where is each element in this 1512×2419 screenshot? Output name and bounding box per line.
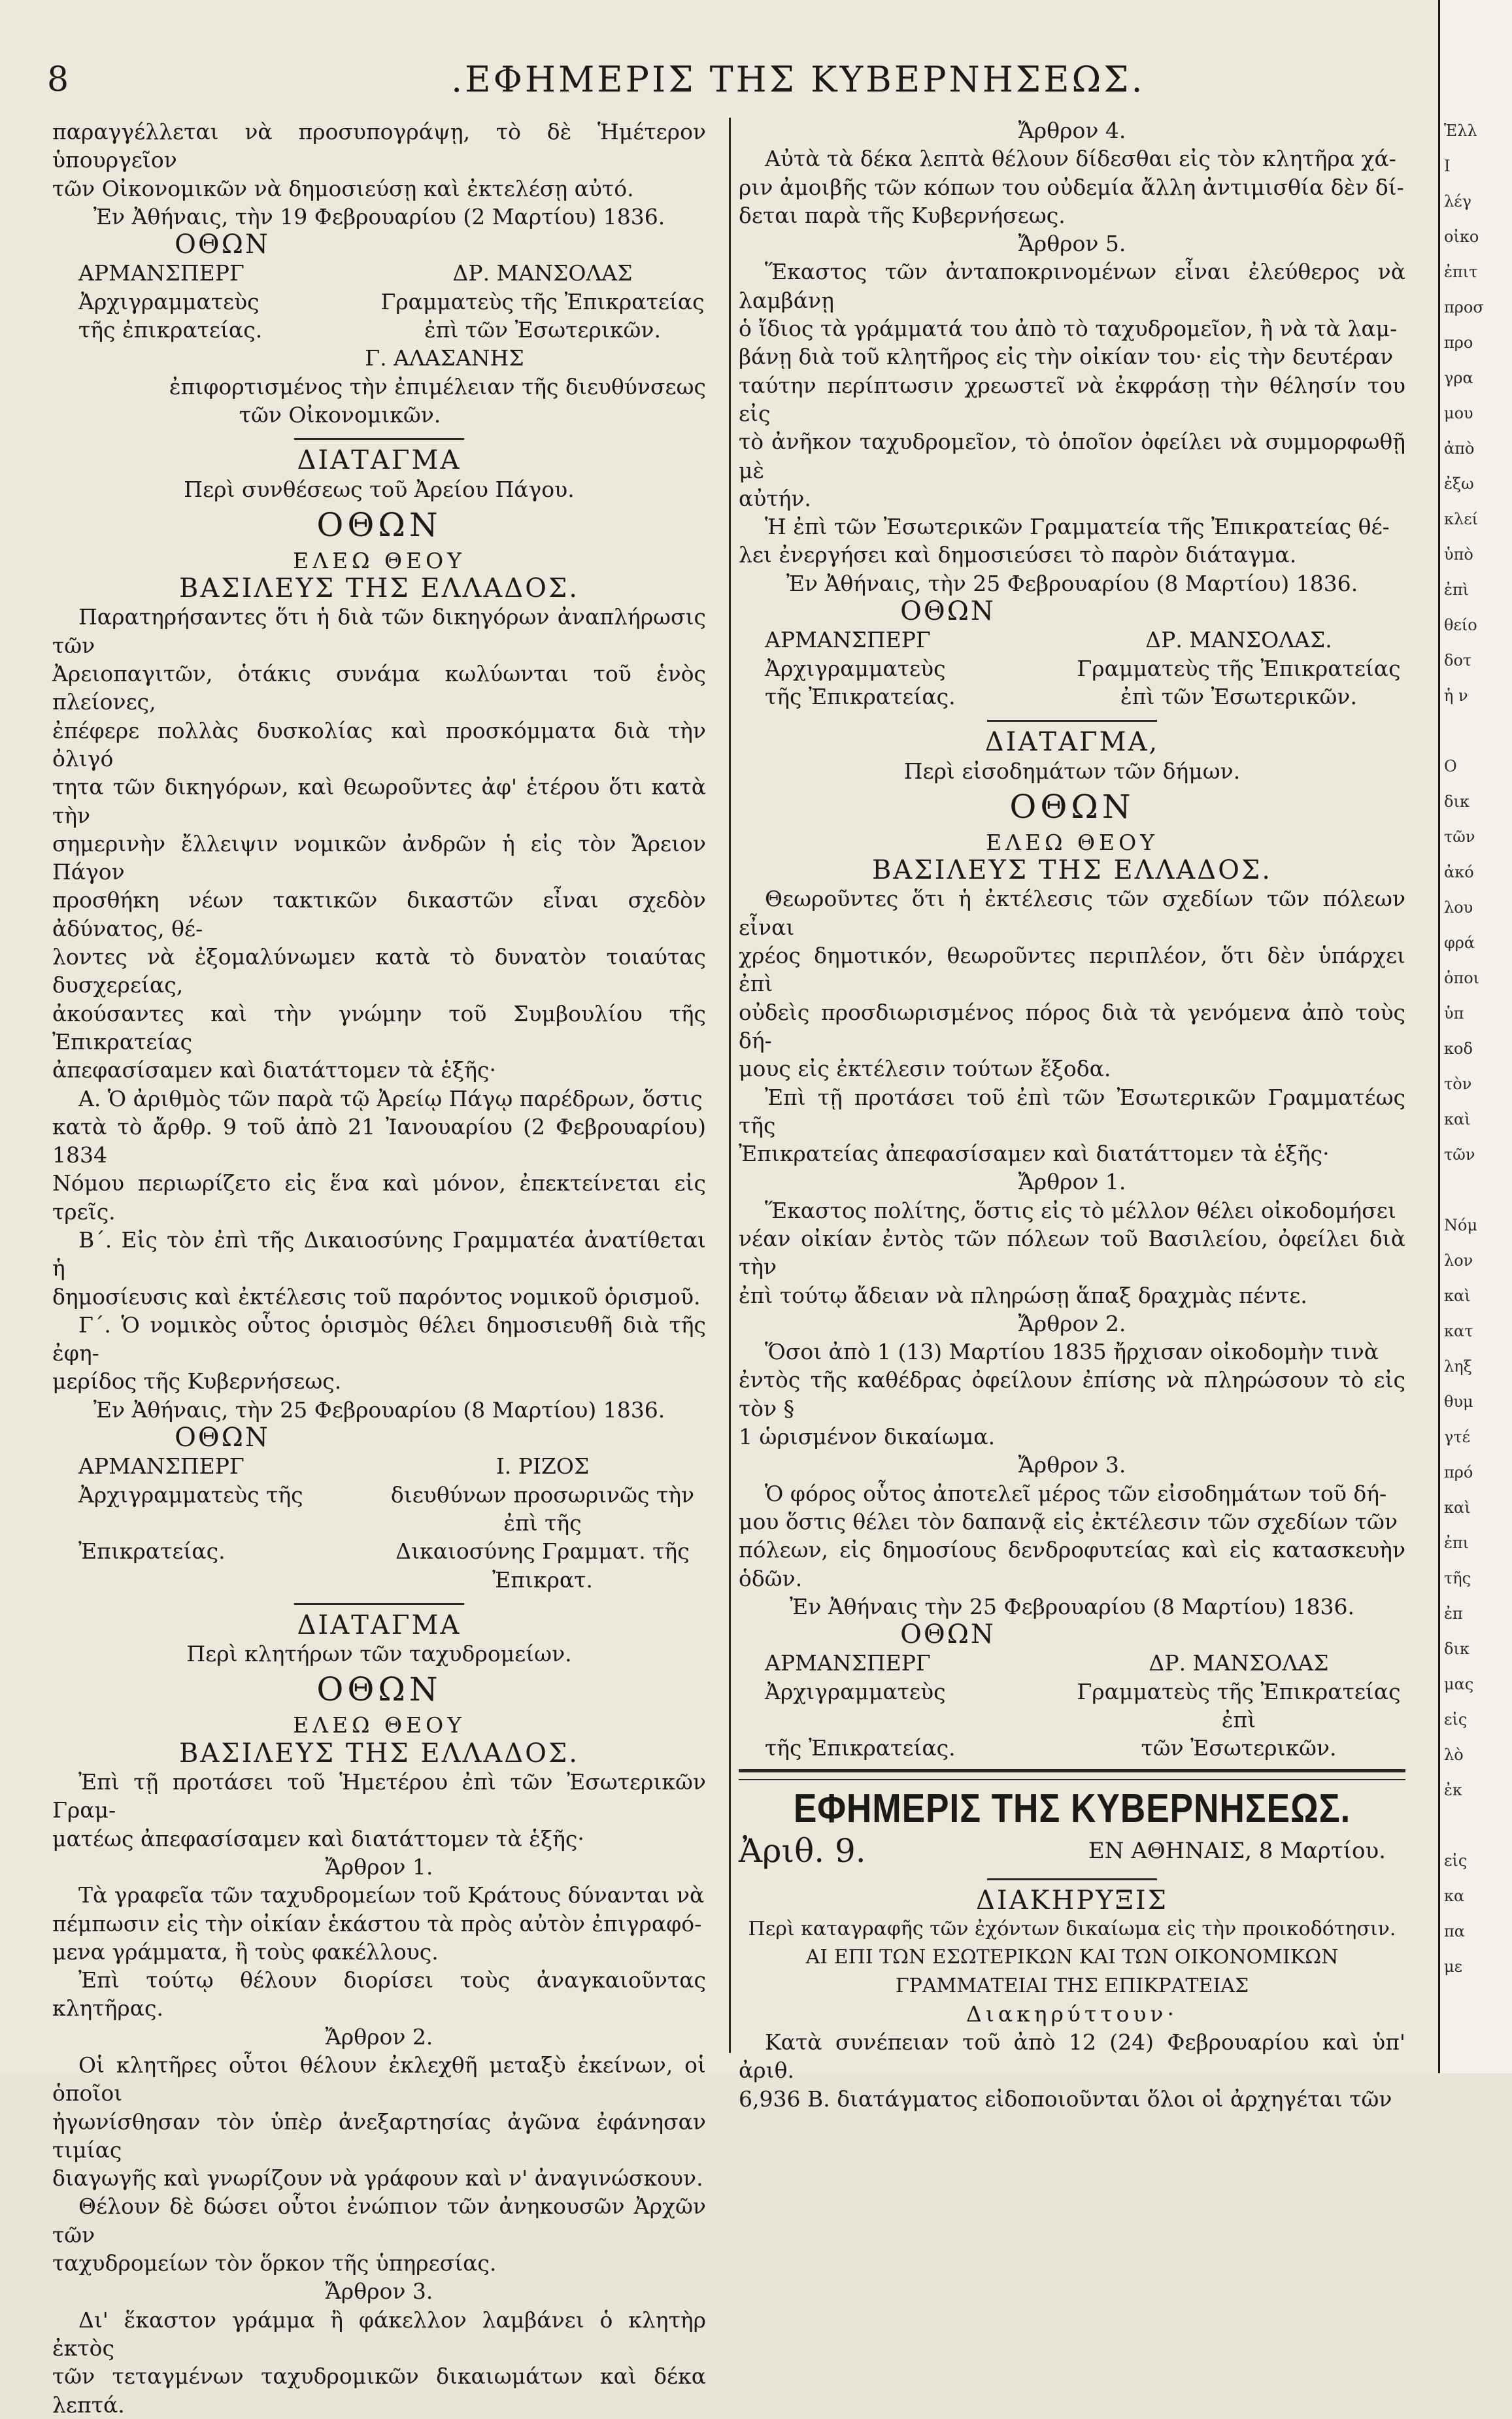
edge-fragment: τῶν [1444,1145,1475,1164]
signatory-title: διευθύνων προσωρινῶς τὴν ἐπὶ τῆς [390,1481,695,1536]
signatory-title: τῶν Οἰκονομικῶν. [239,401,441,428]
page-number: 8 [47,60,69,99]
edge-fragment: Ἑλλ [1444,122,1477,140]
section-rule [987,720,1157,722]
edge-fragment: γτέ [1444,1428,1471,1446]
text-line: αὐτήν. [739,485,811,511]
signatory-title: ἐπὶ τῶν Ἐσωτερικῶν. [1120,683,1357,709]
edge-fragment: ἐξω [1444,475,1474,493]
signatory-title: τῶν Ἐσωτερικῶν. [1141,1735,1337,1761]
edge-fragment: πρό [1444,1463,1473,1481]
edge-fragment: μας [1444,1675,1474,1693]
right-column [739,116,1405,2113]
signatory-title: Ἐπικρατείας. [78,1538,226,1565]
king-title: ΒΑΣΙΛΕΥΣ ΤΗΣ ΕΛΛΑΔΟΣ. [179,573,579,604]
text-line: πέμπωσιν εἰς τὴν οἰκίαν ἑκάστου τὰ πρὸς αὐτὸν ἐπιγραφό- [52,1910,702,1937]
decree-body [52,603,706,1395]
edge-fragment: δικ [1444,1640,1470,1658]
edge-fragment: οἰκο [1444,228,1479,246]
edge-fragment: ἡ ν [1444,686,1468,705]
king-title: ΒΑΣΙΛΕΥΣ ΤΗΣ ΕΛΛΑΔΟΣ. [872,855,1272,886]
edge-fragment: λου [1444,898,1473,917]
edge-fragment: ὁποι [1444,969,1480,987]
edge-fragment: εἰς [1444,1710,1468,1729]
proclamation-verb: Διακηρύττουν· [966,2001,1178,2027]
section-rule [294,1603,464,1605]
proclamation-issuer: ΑΙ ΕΠΙ ΤΩΝ ΕΣΩΤΕΡΙΚΩΝ ΚΑΙ ΤΩΝ ΟΙΚΟΝΟΜΙΚΩΝ [805,1946,1339,1969]
text-line: Ἀρειοπαγιτῶν, ὁτάκις συνάμα κωλύωνται τοῦ ἑνὸς πλείονες, [52,661,706,715]
edge-fragment: δοτ [1444,651,1472,669]
text-line: Τὰ γραφεῖα τῶν ταχυδρομείων τοῦ Κράτους δύνανται νὰ [78,1882,705,1908]
signatory-title: τῆς ἐπικρατείας. [78,317,263,343]
edge-fragment: τὸν [1444,1075,1472,1093]
edge-fragment: ληξ [1444,1357,1472,1376]
text-line: μου ὅστις θέλει τὸν δαπανᾷ εἰς ἐκτέλεσιν τῶν σχεδίων τῶν [739,1508,1398,1534]
signatory-name: ΑΡΜΑΝΣΠΕΡΓ [765,1650,931,1676]
proclamation-heading: ΔΙΑΚΗΡΥΞΙΣ [976,1885,1168,1916]
edge-fragment: πα [1444,1922,1465,1940]
date-line: Ἐν Ἀθήναις, τὴν 25 Φεβρουαρίου (8 Μαρτίου) 1836. [93,1396,665,1423]
signatory-title: τῆς Ἐπικρατείας. [765,683,956,709]
signatory-name: ΔΡ. ΜΑΝΣΟΛΑΣ [452,260,633,286]
text-line: Κατὰ συνέπειαν τοῦ ἀπὸ 12 (24) Φεβρουαρίου καὶ ὑπ' ἀριθ. [739,2029,1405,2084]
proclamation-subject: Περὶ καταγραφῆς τῶν ἐχόντων δικαίωμα εἰς τὴν προικοδότησιν. [748,1917,1396,1940]
text-line: τητα τῶν δικηγόρων, καὶ θεωροῦντες ἀφ' ἑτέρου ὅτι κατὰ τὴν [52,774,706,828]
signatory-title: Γραμματεὺς τῆς Ἐπικρατείας [1077,655,1401,681]
signatory-name: ΑΡΜΑΝΣΠΕΡΓ [78,260,244,286]
edge-fragment: κα [1444,1887,1465,1905]
othon-signature: ΟΘΩΝ [900,596,996,627]
newspaper-title: ΕΦΗΜΕΡΙΣ ΤΗΣ ΚΥΒΕΡΝΗΣΕΩΣ. [793,1785,1351,1831]
signatory-title: Δικαιοσύνης Γραμματ. τῆς Ἐπικρατ. [395,1538,690,1593]
edge-fragment: γρα [1444,369,1473,387]
edge-fragment: καὶ [1444,1110,1471,1128]
text-line: ἠγωνίσθησαν τὸν ὑπὲρ ἀνεξαρτησίας ἀγῶνα ἐφάνησαν τιμίας [52,2108,706,2163]
edge-fragment: μου [1444,404,1473,422]
article-label: Ἄρθρον 1. [1018,1169,1126,1195]
edge-fragment: ἀπὸ [1444,439,1475,458]
issue-date: ΕΝ ΑΘΗΝΑΙΣ, 8 Μαρτίου. [1088,1837,1386,1864]
text-line: ταχυδρομείων τὸν ὅρκον τῆς ὑπηρεσίας. [52,2250,497,2276]
edge-fragment: ὑπὸ [1444,545,1473,564]
edge-fragment: προσ [1444,298,1484,316]
signatory-title: Ἀρχιγραμματεὺς τῆς [78,1481,303,1508]
text-line: οὐδεὶς προσδιωρισμένος πόρος διὰ τὰ γενόμενα ἀπὸ τοὺς δή- [739,999,1405,1053]
text-line: Ὅσοι ἀπὸ 1 (13) Μαρτίου 1835 ἤρχισαν οἰκοδομὴν τινὰ [765,1339,1379,1365]
article-label: Ἄρθρον 1. [325,1853,433,1880]
signatory-name: Γ. ΑΛΑΣΑΝΗΣ [365,345,524,371]
article-label: Ἄρθρον 2. [325,2023,433,2050]
signatory-title: Γραμματεὺς τῆς Ἐπικρατείας ἐπὶ [1077,1678,1401,1733]
king-title: ΒΑΣΙΛΕΥΣ ΤΗΣ ΕΛΛΑΔΟΣ. [179,1738,579,1768]
othon-signature: ΟΘΩΝ [900,1619,996,1650]
text-line: μερίδος τῆς Κυβερνήσεως. [52,1368,342,1395]
column-divider [729,118,731,2053]
text-line: Ἐπὶ τῇ προτάσει τοῦ Ἡμετέρου ἐπὶ τῶν Ἐσωτερικῶν Γραμ- [52,1769,706,1823]
decree-heading: ΔΙΑΤΑΓΜΑ [297,1610,462,1640]
signatory-title: Γραμματεὺς τῆς Ἐπικρατείας [380,288,705,314]
text-line: νέαν οἰκίαν ἐντὸς τῶν πόλεων τοῦ Βασιλείου, ὀφείλει διὰ τὴν [739,1225,1405,1280]
edge-fragment: Ο [1444,757,1457,775]
edge-fragment: λὸ [1444,1746,1464,1764]
signatories [739,1649,1405,1762]
text-line: Ἐπὶ τούτῳ θέλουν διορίσει τοὺς ἀναγκαιοῦντας κλητῆρας. [52,1967,706,2021]
text-line: Γ΄. Ὁ νομικὸς οὗτος ὁρισμὸς θέλει δημοσιευθῆ διὰ τῆς ἐφη- [52,1311,706,1366]
text-line: Α. Ὁ ἀριθμὸς τῶν παρὰ τῷ Ἀρείῳ Πάγῳ παρέδρων, ὅστις [78,1085,703,1111]
signatory-title: Ἀρχιγραμματεὺς [765,1678,946,1704]
signatories [52,259,706,344]
king-name: ΟΘΩΝ [316,1670,442,1709]
othon-signature: ΟΘΩΝ [175,1423,270,1453]
text-line: προσθήκη νέων τακτικῶν δικαστῶν εἶναι σχεδὸν ἀδύνατος, θέ- [52,887,706,941]
decree-heading: ΔΙΑΤΑΓΜΑ [297,445,462,476]
signatories [52,1452,706,1593]
text-line: σημερινὴν ἔλλειψιν νομικῶν ἀνδρῶν ἡ εἰς τὸν Ἄρειον Πάγον [52,830,706,885]
text-line: ἀπεφασίσαμεν καὶ διατάττομεν τὰ ἑξῆς· [52,1057,496,1083]
text-line: ἀκούσαντες καὶ τὴν γνώμην τοῦ Συμβουλίου τῆς Ἐπικρατείας [52,1000,706,1055]
text-line: Νόμου περιωρίζετο εἰς ἕνα καὶ μόνον, ἐπεκτείνεται εἰς τρεῖς. [52,1170,706,1225]
intro-line: παραγγέλλεται νὰ προσυπογράψῃ, τὸ δὲ Ἡμέτερον ὑπουργεῖον [52,119,706,173]
king-name: ΟΘΩΝ [1009,787,1135,826]
edge-fragment: ἐπιτ [1444,263,1478,281]
text-line: Δι' ἕκαστον γράμμα ἢ φάκελλον λαμβάνει ὁ κλητὴρ ἐκτὸς [52,2307,706,2361]
edge-fragment: λέγ [1444,192,1471,211]
king-name: ΟΘΩΝ [316,505,442,544]
edge-fragment: τῆς [1444,1569,1471,1587]
text-line: Ἐπὶ τῇ προτάσει τοῦ ἐπὶ τῶν Ἐσωτερικῶν Γραμματέως τῆς [739,1084,1405,1138]
text-line: 6,936 Β. διατάγματος εἰδοποιοῦνται ὅλοι οἱ ἀρχηγέται τῶν [739,2086,1392,2112]
signatory-title: ἐπιφορτισμένος τὴν ἐπιμέλειαν τῆς διευθύνσεως [169,373,706,399]
edge-fragment: ἐπ [1444,1604,1463,1623]
text-line: τὸ ἀνῆκον ταχυδρομεῖον, τὸ ὁποῖον ὀφείλει νὰ συμμορφωθῇ μὲ [739,429,1405,483]
edge-fragment: προ [1444,333,1473,352]
masthead: .ΕΦΗΜΕΡΙΣ ΤΗΣ ΚΥΒΕΡΝΗΣΕΩΣ. [451,59,1145,100]
edge-fragment: καὶ [1444,1498,1471,1517]
text-line: ἐντὸς τῆς καθέδρας ὀφείλουν ἐπίσης νὰ πληρώσουν τὸ εἰς τὸν § [739,1367,1405,1421]
proclamation-issuer: ΓΡΑΜΜΑΤΕΙΑΙ ΤΗΣ ΕΠΙΚΡΑΤΕΙΑΣ [895,1974,1249,1997]
edge-fragment: λον [1444,1251,1473,1270]
text-line: Ἡ ἐπὶ τῶν Ἐσωτερικῶν Γραμματεία τῆς Ἐπικρατείας θέ- [765,514,1390,540]
text-line: πόλεων, εἰς δημοσίους δενδροφυτείας καὶ εἰς κατασκευὴν ὁδῶν. [739,1537,1405,1591]
edge-fragment: φρά [1444,934,1475,952]
date-line: Ἐν Ἀθήναις, τὴν 19 Φεβρουαρίου (2 Μαρτίου) 1836. [93,203,665,229]
text-line: Οἱ κλητῆρες οὗτοι θέλουν ἐκλεχθῆ μεταξὺ ἐκείνων, οἱ ὁποῖοι [52,2052,706,2106]
text-line: κατὰ τὸ ἄρθρ. 9 τοῦ ἀπὸ 21 Ἰανουαρίου (2 Φεβρουαρίου) 1834 [52,1113,706,1168]
text-line: λοντες νὰ ἐξομαλύνωμεν κατὰ τὸ δυνατὸν τοιαύτας δυσχερείας, [52,944,706,998]
issue-number: Ἀριθ. 9. [739,1831,866,1870]
text-line: δημοσίευσις καὶ ἐκτέλεσις τοῦ παρόντος νομικοῦ ὁρισμοῦ. [52,1283,701,1310]
text-line: ματέως ἀπεφασίσαμεν καὶ διατάττομεν τὰ ἑξῆς· [52,1825,584,1852]
edge-fragment: καὶ [1444,1287,1471,1305]
text-line: ταύτην περίπτωσιν χρεωστεῖ νὰ ἐκφράσῃ τὴν θέλησίν του εἰς [739,372,1405,426]
text-line: Θέλουν δὲ δώσει οὗτοι ἐνώπιον τῶν ἀνηκουσῶν Ἀρχῶν τῶν [52,2193,706,2248]
text-line: ριν ἀμοιβῆς τῶν κόπων του οὐδεμία ἄλλη ἀντιμισθία δὲν δί- [739,174,1404,200]
text-line: Αὐτὰ τὰ δέκα λεπτὰ θέλουν δίδεσθαι εἰς τὸν κλητῆρα χά- [765,146,1396,172]
text-line: διαγωγῆς καὶ γνωρίζουν νὰ γράφουν καὶ ν' ἀναγινώσκουν. [52,2165,703,2191]
signatory-title: Ἀρχιγραμματεὺς [765,655,946,681]
text-line: λει ἐνεργήσει καὶ δημοσιεύσει τὸ παρὸν διάταγμα. [739,542,1297,568]
article-label: Ἄρθρον 3. [325,2278,433,2305]
left-column [52,118,706,2419]
article-label: Ἄρθρον 4. [1018,118,1126,143]
by-grace-of-god: ΕΛΕΩ ΘΕΟΥ [293,1712,465,1738]
text-line: τῶν τεταγμένων ταχυδρομικῶν δικαιωμάτων καὶ δέκα λεπτά. [52,2363,706,2418]
edge-fragment: τῶν [1444,828,1475,846]
text-line: ἐπὶ τούτῳ ἄδειαν νὰ πληρώσῃ ἅπαξ δραχμὰς πέντε. [739,1282,1307,1308]
text-line: Ὁ φόρος οὗτος ἀποτελεῖ μέρος τῶν εἰσοδημάτων τοῦ δή- [765,1480,1387,1506]
edge-fragment: δικ [1444,792,1470,811]
text-line: Ἕκαστος πολίτης, ὅστις εἰς τὸ μέλλον θέλει οἰκοδομήσει [765,1197,1396,1223]
edge-fragment: κοδ [1444,1040,1473,1058]
section-rule [294,438,464,440]
by-grace-of-god: ΕΛΕΩ ΘΕΟΥ [293,547,465,573]
signatory-title: τῆς Ἐπικρατείας. [765,1735,956,1761]
text-line: Ἕκαστος τῶν ἀνταποκρινομένων εἶναι ἐλεύθερος νὰ λαμβάνῃ [739,259,1405,313]
edge-fragment: Ι [1444,157,1451,175]
edge-fragment: ἀκό [1444,863,1474,881]
edge-fragment: ἐπι [1444,1534,1470,1552]
signatory-title: Ἀρχιγραμματεὺς [78,288,260,314]
signatory-title: ἐπὶ τῶν Ἐσωτερικῶν. [424,317,661,343]
text-line: Παρατηρήσαντες ὅτι ἡ διὰ τῶν δικηγόρων ἀναπλήρωσις τῶν [52,604,706,658]
edge-fragment: ἐκ [1444,1781,1462,1799]
decree-subject: Περὶ εἰσοδημάτων τῶν δήμων. [903,758,1241,784]
text-line: Β΄. Εἰς τὸν ἐπὶ τῆς Δικαιοσύνης Γραμματέα ἀνατίθεται ἡ [52,1226,706,1281]
text-line: ἐπέφερε πολλὰς δυσκολίας καὶ προσκόμματα διὰ τὴν ὀλιγό [52,717,706,771]
othon-signature: ΟΘΩΝ [175,229,270,260]
by-grace-of-god: ΕΛΕΩ ΘΕΟΥ [986,829,1158,855]
signatory-name: ΔΡ. ΜΑΝΣΟΛΑΣ. [1145,627,1332,653]
decree-subject: Περὶ συνθέσεως τοῦ Ἀρείου Πάγου. [184,476,575,502]
text-line: 1 ὡρισμένον δικαίωμα. [739,1424,996,1450]
text-line: βάνῃ διὰ τοῦ κλητῆρος εἰς τὴν οἰκίαν του· εἰς τὴν δευτέραν [739,344,1394,370]
edge-fragment: κατ [1444,1322,1473,1340]
article-label: Ἄρθρον 2. [1018,1310,1126,1336]
signatory-name: Ι. ΡΙΖΟΣ [496,1453,590,1480]
issue-header [739,1833,1405,1869]
signatories [739,626,1405,711]
article-label: Ἄρθρον 5. [1018,231,1126,257]
date-line: Ἐν Ἀθήναις τὴν 25 Φεβρουαρίου (8 Μαρτίου) 1836. [790,1593,1354,1619]
issue-divider [739,1769,1405,1780]
edge-fragment: θείο [1444,616,1477,634]
decree-heading: ΔΙΑΤΑΓΜΑ, [984,727,1160,758]
signatory-name: ΔΡ. ΜΑΝΣΟΛΑΣ [1149,1650,1329,1676]
text-line: Θεωροῦντες ὅτι ἡ ἐκτέλεσις τῶν σχεδίων τῶν πόλεων εἶναι [739,886,1405,940]
edge-fragment: με [1444,1957,1463,1976]
text-line: μους εἰς ἐκτέλεσιν τούτων ἔξοδα. [739,1056,1111,1082]
text-line: Ἐπικρατείας ἀπεφασίσαμεν καὶ διατάττομεν τὰ ἑξῆς· [739,1141,1330,1167]
section-rule [987,1878,1157,1880]
edge-fragment: ὑπ [1444,1004,1464,1023]
text-line: μενα γράμματα, ἢ τοὺς φακέλλους. [52,1938,439,1965]
signatory-name: ΑΡΜΑΝΣΠΕΡΓ [78,1453,244,1480]
text-line: ὁ ἴδιος τὰ γράμματά του ἀπὸ τὸ ταχυδρομεῖον, ἢ νὰ τὰ λαμ- [739,316,1398,342]
text-line: δεται παρὰ τῆς Κυβερνήσεως. [739,202,1066,228]
edge-fragment: θυμ [1444,1393,1473,1411]
intro-line: τῶν Οἰκονομικῶν νὰ δημοσιεύσῃ καὶ ἐκτελέσῃ αὐτό. [52,175,634,201]
edge-fragment: κλεί [1444,510,1479,528]
adjacent-page-edge [1438,0,1512,2073]
edge-fragment: εἰς [1444,1852,1468,1870]
edge-fragment: ἐπὶ [1444,581,1470,599]
edge-fragment: Νόμ [1444,1216,1478,1234]
signatory-name: ΑΡΜΑΝΣΠΕΡΓ [765,627,931,653]
article-label: Ἄρθρον 3. [1018,1452,1126,1478]
decree-subject: Περὶ κλητήρων τῶν ταχυδρομείων. [186,1641,572,1667]
text-line: χρέος δημοτικόν, θεωροῦντες περιπλέον, ὅτι δὲν ὑπάρχει ἐπὶ [739,943,1405,997]
date-line: Ἐν Ἀθήναις, τὴν 25 Φεβρουαρίου (8 Μαρτίου) 1836. [786,570,1358,596]
